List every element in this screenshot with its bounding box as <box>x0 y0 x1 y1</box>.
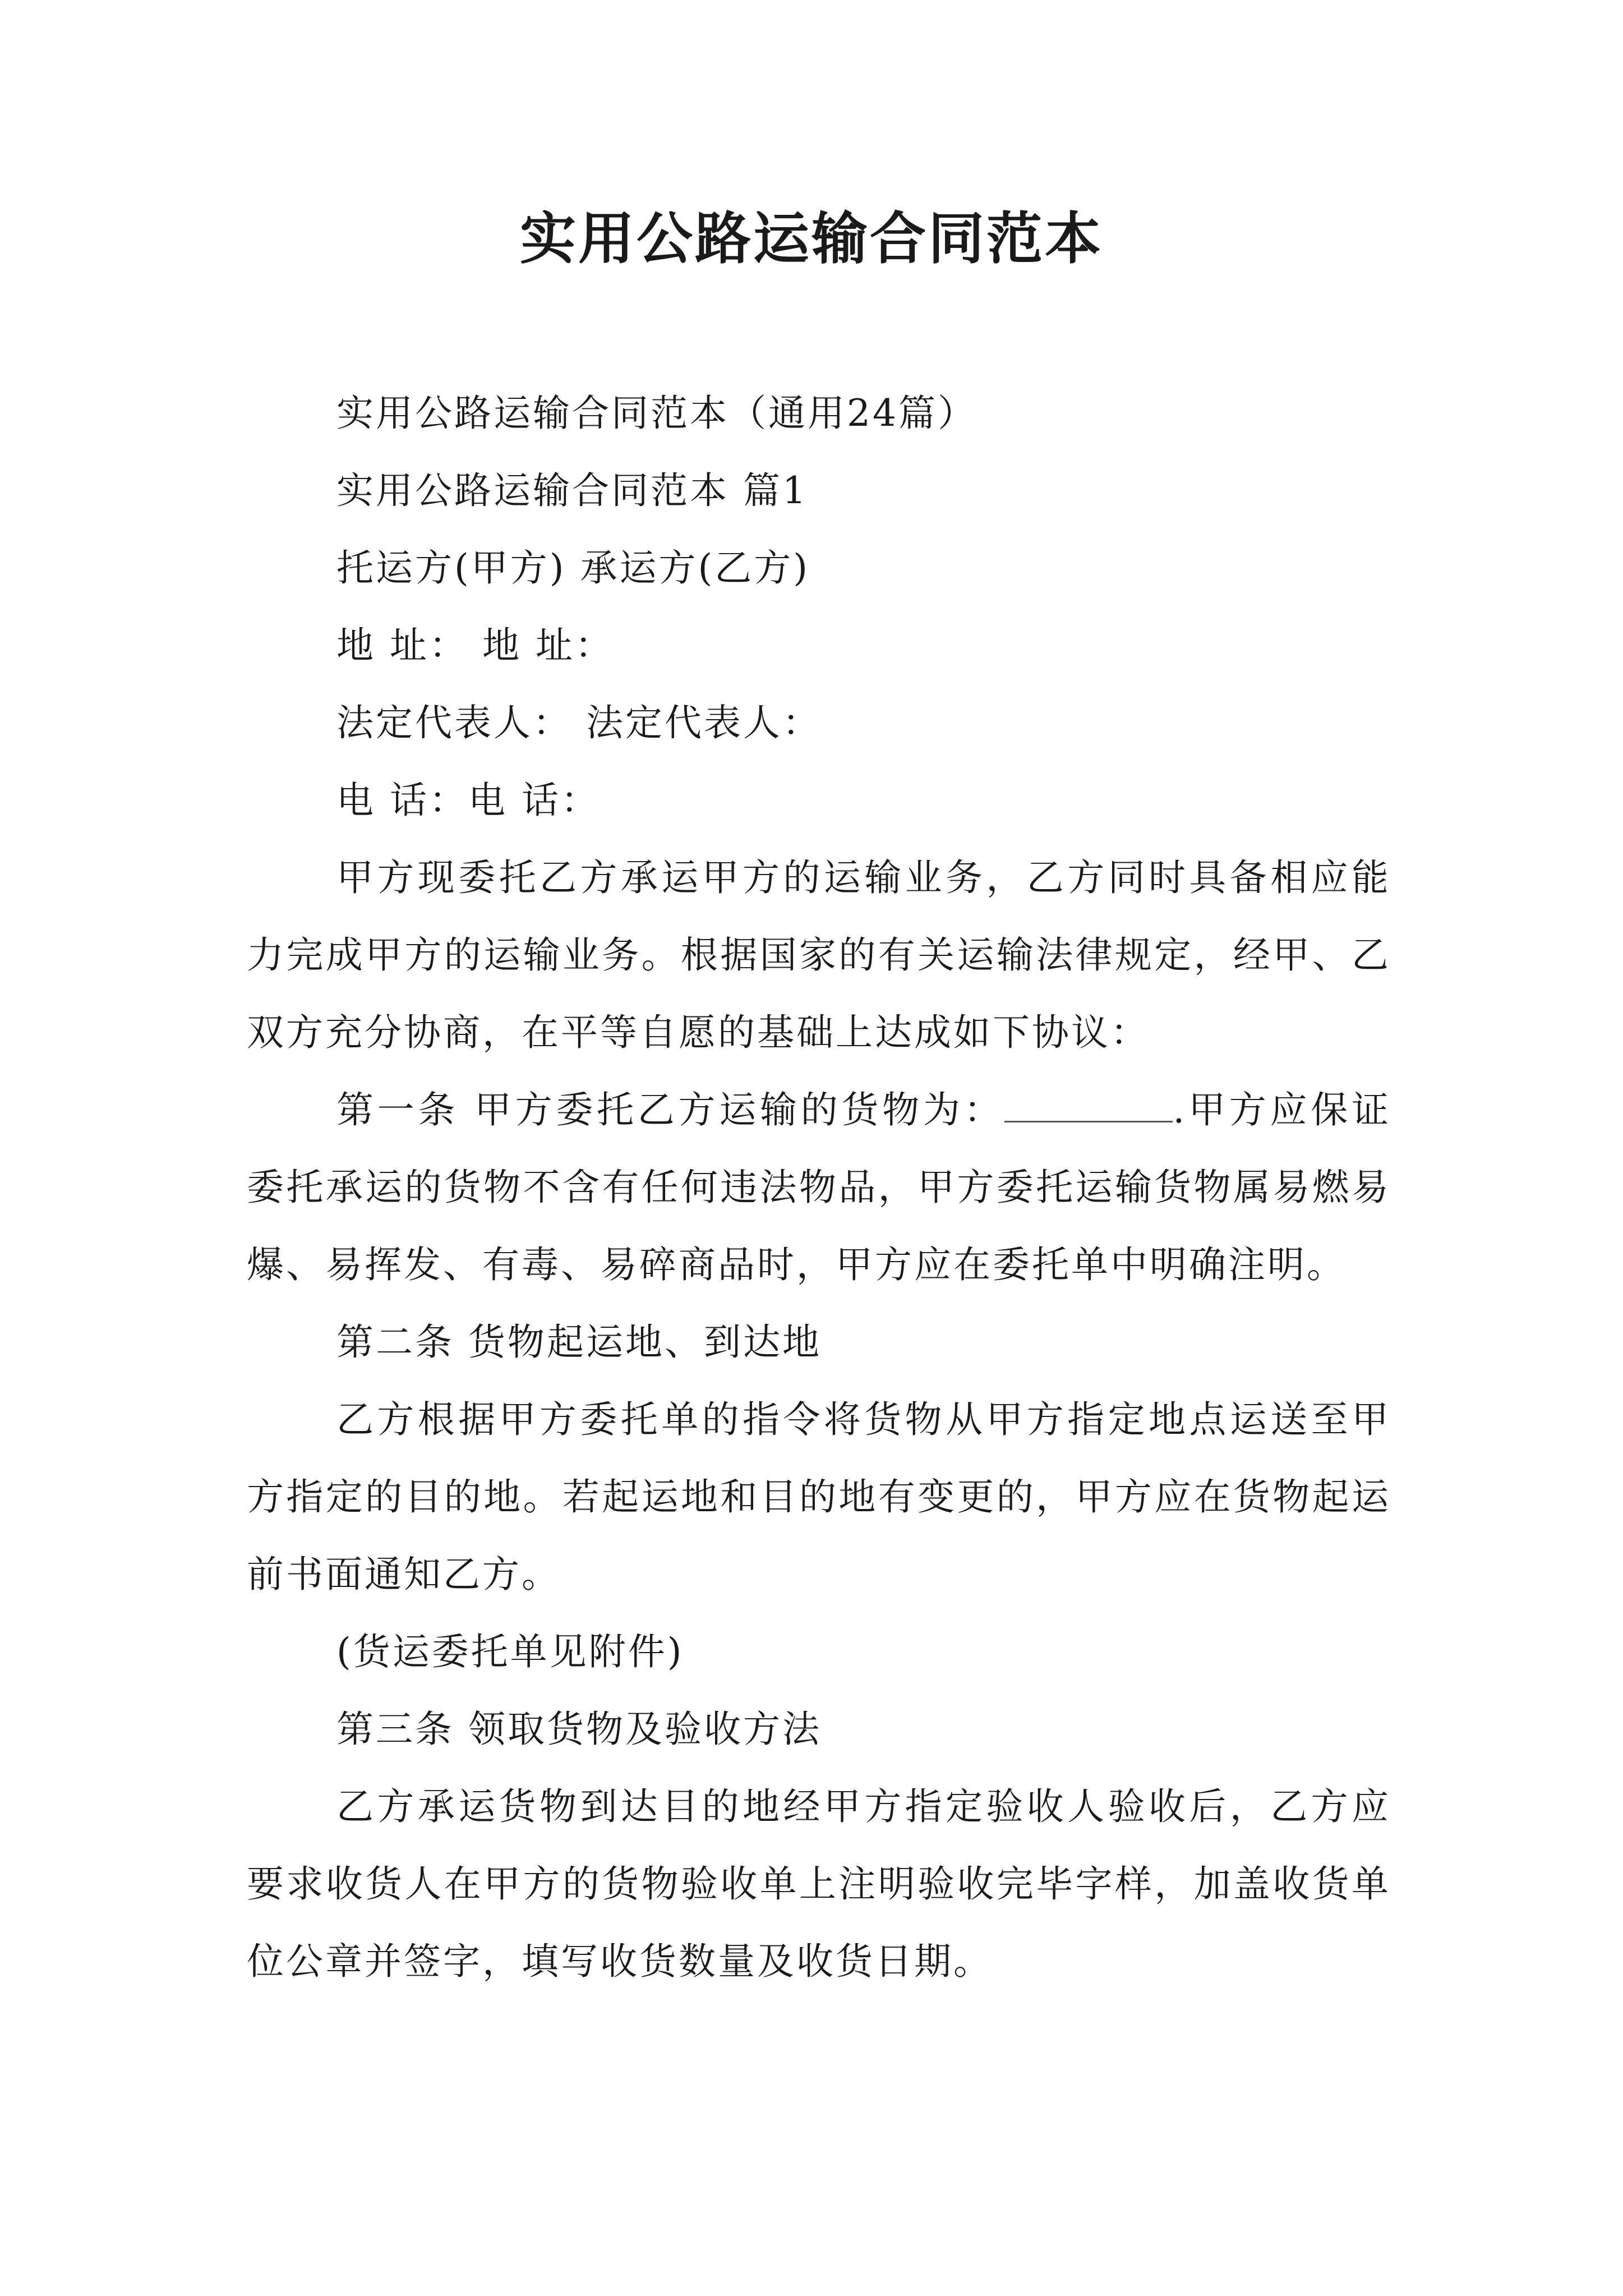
legal-representative-line: 法定代表人： 法定代表人： <box>336 701 822 744</box>
contract-number-heading: 实用公路运输合同范本 篇1 <box>336 469 808 512</box>
preamble-paragraph: 甲方现委托乙方承运甲方的运输业务，乙方同时具备相应能力完成甲方的运输业务。根据国家的有关运输法律规定，经甲、乙双方充分协商，在平等自愿的基础上达成如下协议： <box>247 856 1391 1054</box>
collection-heading: 实用公路运输合同范本（通用24篇） <box>336 392 977 435</box>
article-1-text-start: 第一条 甲方委托乙方运输的货物为： <box>336 1088 1005 1131</box>
article-2-heading: 第二条 货物起运地、到达地 <box>336 1320 822 1364</box>
address-line: 地 址： 地 址： <box>336 624 614 667</box>
parties-line: 托运方(甲方) 承运方(乙方) <box>336 546 810 590</box>
article-3-paragraph: 乙方承运货物到达目的地经甲方指定验收人验收后，乙方应要求收货人在甲方的货物验收单上注明验收完毕字样，加盖收货单位公章并签字，填写收货数量及收货日期。 <box>247 1785 1391 1983</box>
phone-line: 电 话：电 话： <box>336 779 600 822</box>
document-body <box>247 375 1391 2000</box>
article-1-text-end: .甲方应保证委托承运的货物不含有任何违法物品，甲方委托运输货物属易燃易爆、易挥发、有毒、易碎商品时，甲方应在委托单中明确注明。 <box>247 1088 1391 1286</box>
article-2-paragraph: 乙方根据甲方委托单的指令将货物从甲方指定地点运送至甲方指定的目的地。若起运地和目的地有变更的，甲方应在货物起运前书面通知乙方。 <box>247 1398 1391 1596</box>
article-1-paragraph <box>247 1071 1391 1304</box>
article-3-heading: 第三条 领取货物及验收方法 <box>336 1708 822 1751</box>
goods-blank-line <box>1004 1092 1173 1122</box>
document-title: 实用公路运输合同范本 <box>520 205 1103 272</box>
attachment-note: (货运委托单见附件) <box>336 1630 684 1673</box>
